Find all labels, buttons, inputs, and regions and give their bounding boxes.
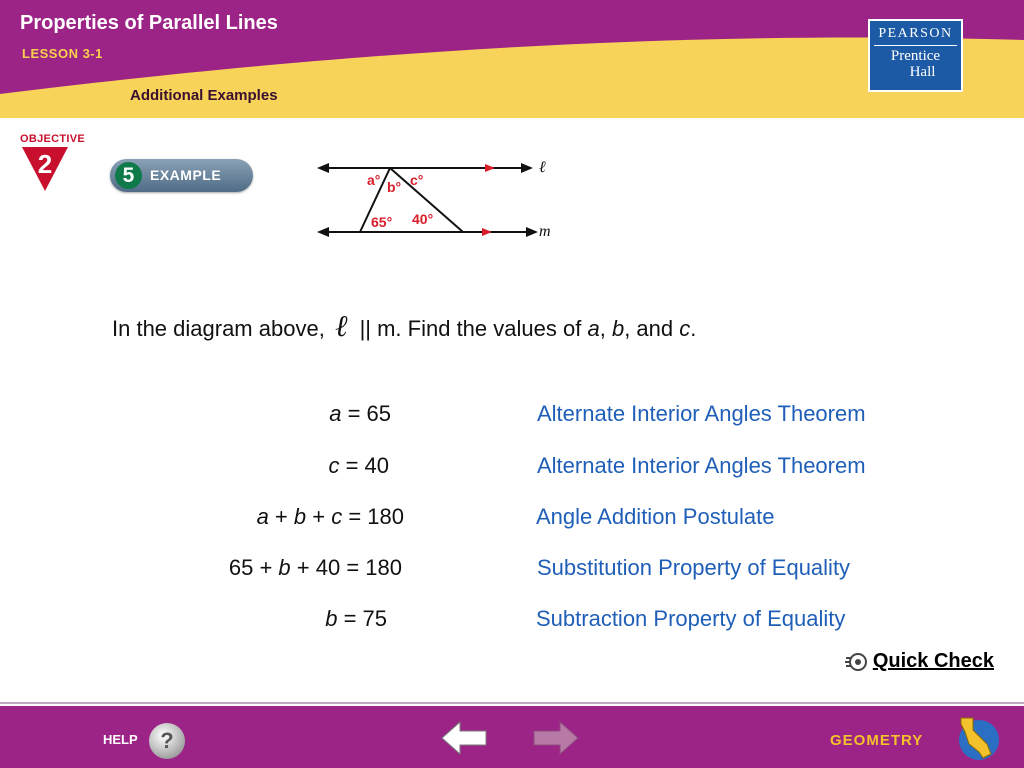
arrowhead-m-left: [317, 227, 329, 237]
step-3-term: a: [256, 504, 269, 529]
example-badge: [110, 159, 253, 192]
lesson-number: LESSON 3-1: [22, 46, 103, 61]
parallel-mark-m: [482, 228, 492, 236]
step-3-equation: [257, 504, 404, 530]
footer-bar: [0, 706, 1024, 768]
step-4-term: + 40 = 180: [290, 555, 402, 580]
step-3-term: b: [293, 504, 307, 529]
help-label: HELP: [103, 732, 138, 747]
angle-b-label: b°: [387, 179, 402, 195]
step-4-reason: Substitution Property of Equality: [537, 555, 851, 580]
question-sep1: ,: [599, 316, 606, 341]
step-2-reason: Alternate Interior Angles Theorem: [537, 453, 866, 478]
step-2-term: c: [328, 453, 340, 478]
step-4-term: b: [278, 555, 291, 580]
arrow-right-icon[interactable]: [532, 720, 580, 756]
line-l-symbol: ℓ: [334, 310, 348, 343]
help-button[interactable]: ?: [149, 723, 185, 759]
step-5-term: b: [325, 606, 338, 631]
arrowhead-m-right: [526, 227, 538, 237]
angle-c-label: c°: [410, 172, 424, 188]
header-bar: [0, 0, 1024, 118]
lesson-title: Properties of Parallel Lines: [20, 12, 278, 34]
step-2-term: = 40: [339, 453, 389, 478]
step-1-equation: [329, 401, 391, 427]
step-1-term: = 65: [341, 401, 391, 426]
step-5-equation: [325, 606, 387, 632]
question-var-b: b: [611, 316, 625, 341]
step-3-term: +: [306, 504, 332, 529]
course-brand: GEOMETRY: [830, 732, 924, 749]
step-5-term: = 75: [337, 606, 387, 631]
publisher-name: PEARSON: [874, 21, 957, 46]
angle-40-label: 40°: [412, 211, 434, 227]
question-var-c: c: [679, 316, 691, 341]
step-1-reason: Alternate Interior Angles Theorem: [537, 401, 866, 426]
question-middle: || m. Find the values of: [359, 316, 582, 341]
california-map-icon: [953, 714, 1001, 762]
line-m-label: m: [539, 223, 551, 240]
line-l-label: ℓ: [539, 159, 546, 176]
section-subtitle: Additional Examples: [130, 87, 278, 104]
example-label: EXAMPLE: [150, 167, 222, 183]
objective-badge-icon: [22, 147, 68, 191]
question-sep2: , and: [624, 316, 674, 341]
angle-a-label: a°: [367, 172, 381, 188]
step-4-equation: [229, 555, 402, 581]
quick-check-icon: [845, 651, 869, 673]
example-number: 5: [115, 162, 142, 189]
step-3-term: = 180: [342, 504, 404, 529]
step-4-term: 65 +: [228, 555, 279, 580]
step-3-term: c: [331, 504, 343, 529]
step-5-reason: Subtraction Property of Equality: [536, 606, 846, 631]
step-3-term: +: [268, 504, 294, 529]
publisher-imprint-line2: Hall: [909, 64, 936, 80]
question-end: .: [690, 316, 697, 341]
step-1-term: a: [329, 401, 342, 426]
question-text: [112, 310, 696, 344]
quick-check-label: Quick Check: [872, 650, 994, 672]
angle-65-label: 65°: [371, 214, 393, 230]
publisher-imprint-line1: Prentice: [890, 48, 941, 64]
step-2-equation: [328, 453, 389, 479]
parallel-mark-l: [485, 164, 495, 172]
parallel-lines-diagram: [315, 150, 565, 250]
question-var-a: a: [587, 316, 600, 341]
footer-divider: [0, 702, 1024, 704]
objective-label: OBJECTIVE: [20, 133, 86, 145]
objective-number: 2: [37, 149, 53, 179]
arrow-left-icon[interactable]: [440, 720, 488, 756]
publisher-logo: [868, 19, 963, 92]
arrowhead-l-left: [317, 163, 329, 173]
step-3-reason: Angle Addition Postulate: [536, 504, 775, 529]
arrowhead-l-right: [521, 163, 533, 173]
question-prefix: In the diagram above,: [112, 316, 325, 341]
quick-check-link[interactable]: [845, 650, 994, 673]
